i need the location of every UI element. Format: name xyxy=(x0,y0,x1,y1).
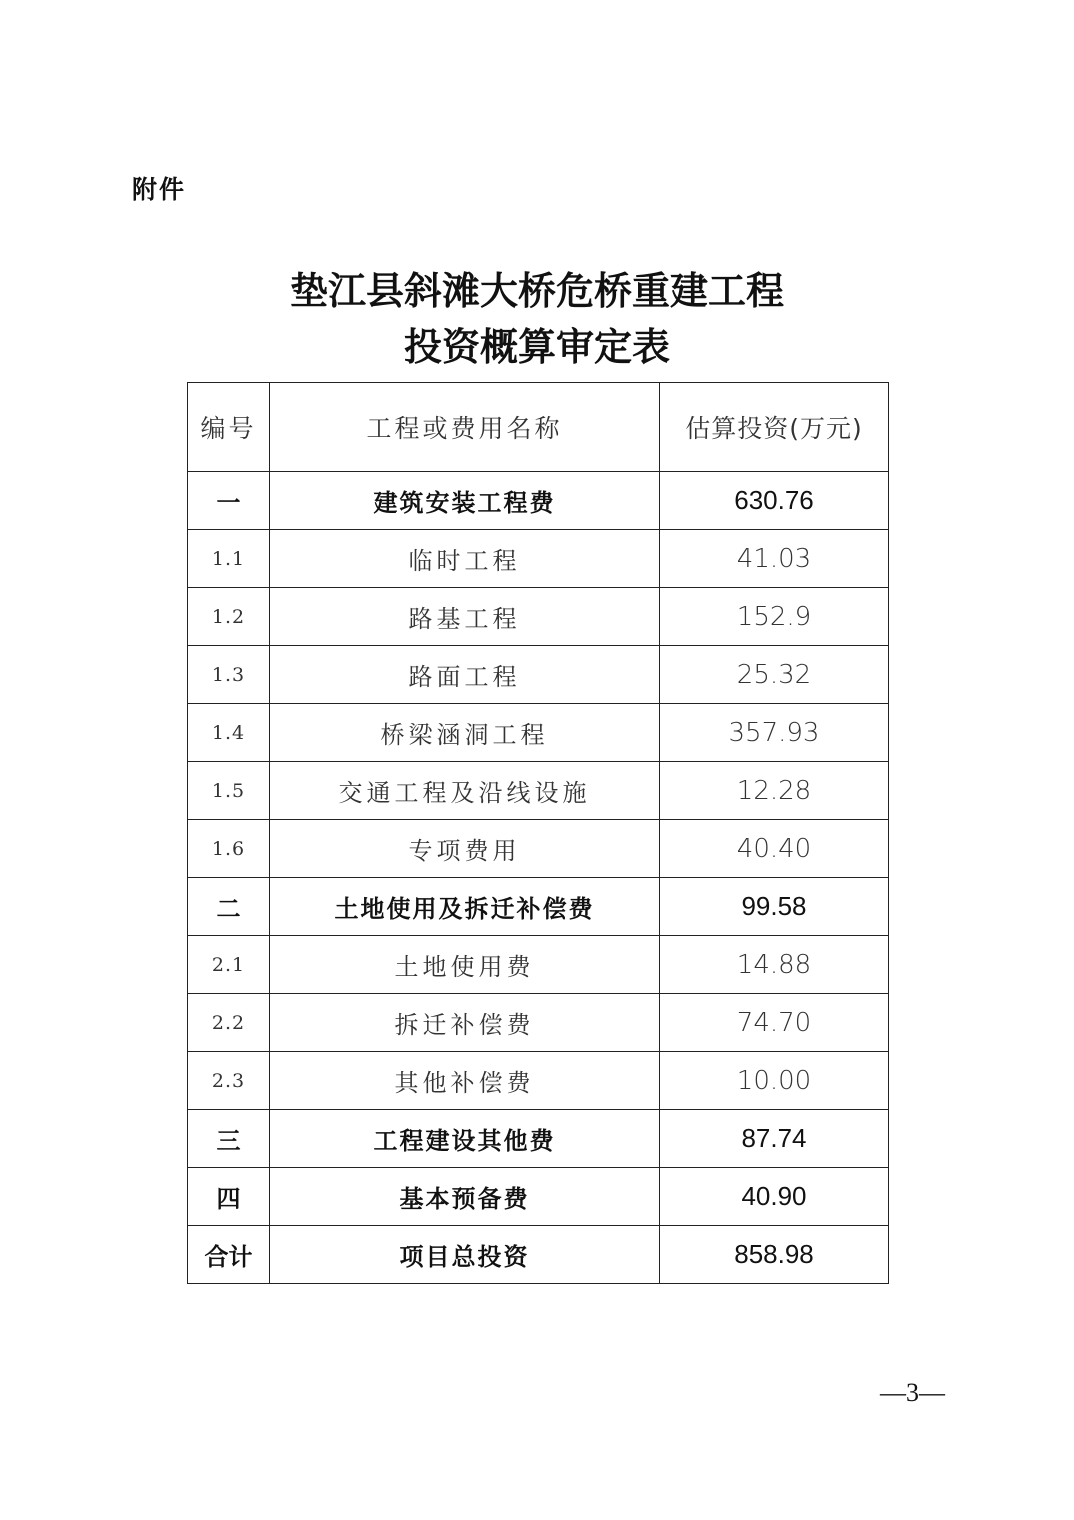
row-amount: 10.00 xyxy=(660,1052,889,1110)
row-code: 四 xyxy=(188,1168,270,1226)
row-code: 1.1 xyxy=(188,530,270,588)
document-title-line2: 投资概算审定表 xyxy=(403,324,670,369)
table-row xyxy=(188,530,889,588)
table-row xyxy=(188,646,889,704)
row-amount: 25.32 xyxy=(660,646,889,704)
row-name: 交通工程及沿线设施 xyxy=(270,762,660,820)
table-row xyxy=(188,588,889,646)
page-number: —3— xyxy=(880,1378,945,1407)
row-name: 其他补偿费 xyxy=(270,1052,660,1110)
header-amount: 估算投资(万元) xyxy=(660,383,889,472)
row-name: 临时工程 xyxy=(270,530,660,588)
row-amount: 99.58 xyxy=(660,878,889,936)
row-amount: 74.70 xyxy=(660,994,889,1052)
table-row xyxy=(188,1226,889,1284)
row-amount: 630.76 xyxy=(660,472,889,530)
row-code: 合计 xyxy=(188,1226,270,1284)
row-name: 拆迁补偿费 xyxy=(270,994,660,1052)
header-name: 工程或费用名称 xyxy=(270,383,660,472)
row-name: 路基工程 xyxy=(270,588,660,646)
row-amount: 12.28 xyxy=(660,762,889,820)
row-amount: 40.40 xyxy=(660,820,889,878)
row-code: 2.3 xyxy=(188,1052,270,1110)
row-code: 2.1 xyxy=(188,936,270,994)
table-row xyxy=(188,878,889,936)
row-name: 专项费用 xyxy=(270,820,660,878)
row-amount: 152.9 xyxy=(660,588,889,646)
row-name: 土地使用费 xyxy=(270,936,660,994)
row-code: 三 xyxy=(188,1110,270,1168)
row-name: 路面工程 xyxy=(270,646,660,704)
table-header-row xyxy=(188,383,889,472)
table-row xyxy=(188,936,889,994)
row-code: 1.2 xyxy=(188,588,270,646)
row-name: 桥梁涵洞工程 xyxy=(270,704,660,762)
row-name: 项目总投资 xyxy=(270,1226,660,1284)
row-code: 2.2 xyxy=(188,994,270,1052)
row-code: 1.5 xyxy=(188,762,270,820)
attachment-label: 附件 xyxy=(132,175,187,204)
row-code: 1.6 xyxy=(188,820,270,878)
table-row xyxy=(188,472,889,530)
row-name: 土地使用及拆迁补偿费 xyxy=(270,878,660,936)
row-amount: 41.03 xyxy=(660,530,889,588)
row-code: 一 xyxy=(188,472,270,530)
row-amount: 858.98 xyxy=(660,1226,889,1284)
row-code: 1.4 xyxy=(188,704,270,762)
row-amount: 87.74 xyxy=(660,1110,889,1168)
row-name: 工程建设其他费 xyxy=(270,1110,660,1168)
row-name: 建筑安装工程费 xyxy=(270,472,660,530)
row-amount: 357.93 xyxy=(660,704,889,762)
table-row xyxy=(188,762,889,820)
row-code: 1.3 xyxy=(188,646,270,704)
row-name: 基本预备费 xyxy=(270,1168,660,1226)
table-row xyxy=(188,704,889,762)
row-code: 二 xyxy=(188,878,270,936)
table-row xyxy=(188,1110,889,1168)
row-amount: 40.90 xyxy=(660,1168,889,1226)
table-row xyxy=(188,1052,889,1110)
row-amount: 14.88 xyxy=(660,936,889,994)
table-row xyxy=(188,1168,889,1226)
investment-table xyxy=(187,382,889,1284)
table-row xyxy=(188,820,889,878)
table-row xyxy=(188,994,889,1052)
header-code: 编号 xyxy=(188,383,270,472)
document-title-line1: 垫江县斜滩大桥危桥重建工程 xyxy=(289,268,784,313)
